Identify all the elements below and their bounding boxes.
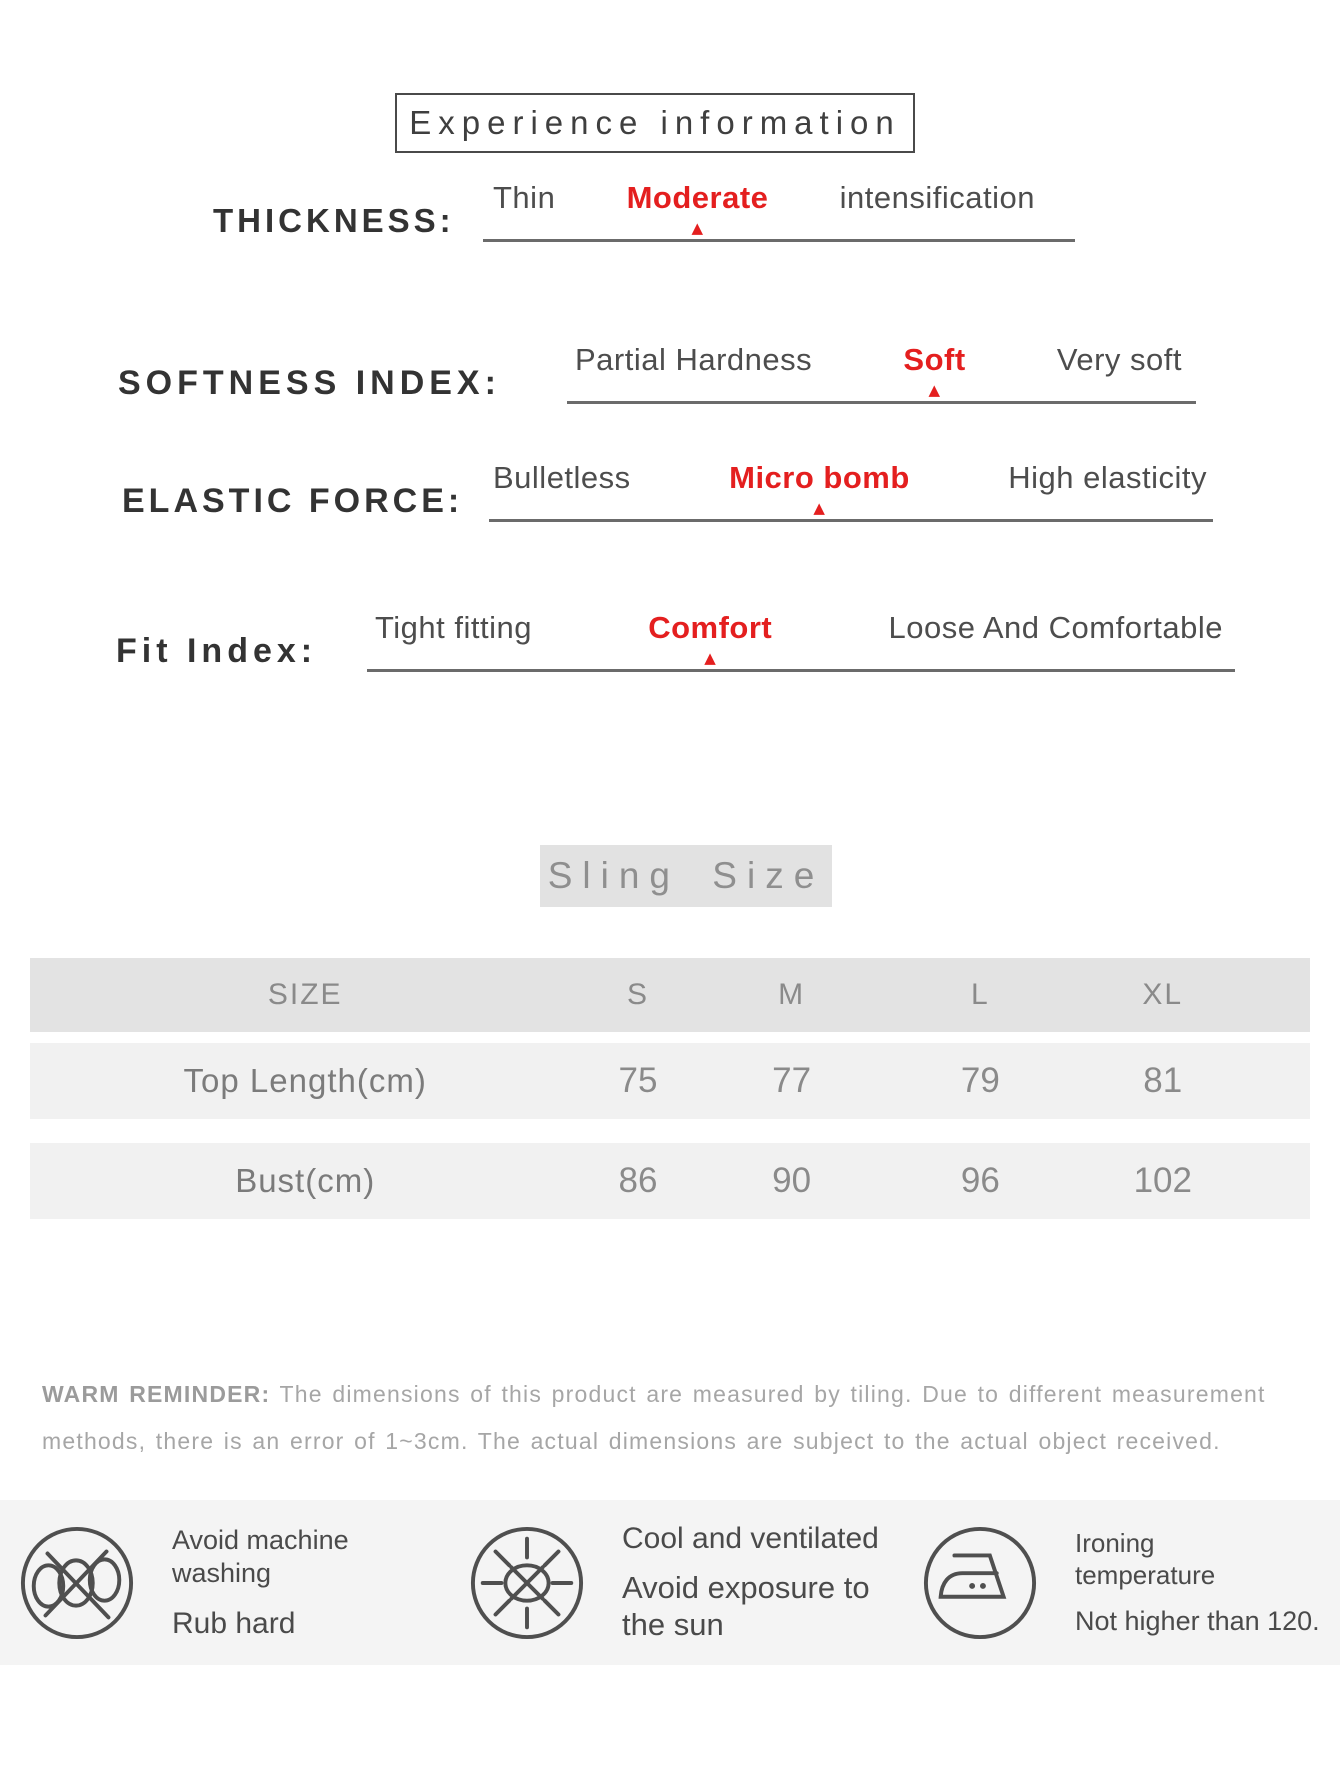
value-xl: 81: [1143, 1061, 1183, 1100]
elastic-label: ELASTIC FORCE:: [122, 482, 464, 520]
value-l: 79: [960, 1061, 1000, 1100]
care-item-ironing: [921, 1500, 1340, 1665]
size-table: [30, 958, 1310, 1243]
option-partial-hardness: Partial Hardness: [575, 342, 813, 377]
option-thin: Thin: [493, 180, 556, 215]
col-s: S: [626, 978, 649, 1011]
value-xl: 102: [1133, 1161, 1192, 1200]
warm-reminder: [42, 1371, 1300, 1465]
iron-icon: [921, 1524, 1039, 1642]
selected-marker-icon: ▲: [813, 499, 826, 517]
value-m: 77: [772, 1061, 812, 1100]
col-xl: XL: [1142, 978, 1184, 1011]
option-comfort-selected: Comfort ▲: [648, 610, 773, 667]
value-l: 96: [960, 1161, 1000, 1200]
col-size: SIZE: [267, 978, 343, 1011]
option-intensification: intensification: [839, 180, 1035, 215]
row-label: Bust(cm): [235, 1162, 376, 1199]
fit-index-scale: [367, 610, 1235, 672]
care-text-line2: Rub hard: [172, 1606, 296, 1640]
option-high-elasticity: High elasticity: [1008, 460, 1207, 495]
option-bulletless: Bulletless: [493, 460, 631, 495]
selected-marker-icon: ▲: [928, 381, 941, 399]
no-sun-icon: [468, 1524, 586, 1642]
option-soft-selected: Soft ▲: [903, 342, 966, 399]
softness-label: SOFTNESS INDEX:: [118, 364, 501, 402]
selected-marker-icon: ▲: [704, 649, 717, 667]
size-table-header-row: [30, 958, 1310, 1032]
option-loose-comfortable: Loose And Comfortable: [888, 610, 1223, 645]
value-s: 86: [618, 1161, 658, 1200]
elastic-scale: [489, 460, 1213, 522]
care-text-line1: Cool and ventilated: [622, 1522, 879, 1555]
option-moderate-selected: Moderate ▲: [626, 180, 769, 237]
fit-index-label: Fit Index:: [116, 632, 318, 670]
option-very-soft: Very soft: [1056, 342, 1182, 377]
care-text-line2: Avoid exposure to the sun: [622, 1570, 870, 1642]
page-title: Experience information: [395, 93, 915, 153]
softness-scale: [567, 342, 1196, 404]
thickness-scale: [483, 180, 1075, 242]
table-row-bust: [30, 1143, 1310, 1219]
care-text-line2: Not higher than 120.: [1075, 1605, 1320, 1636]
value-s: 75: [618, 1061, 658, 1100]
thickness-label: THICKNESS:: [213, 202, 455, 239]
no-wring-icon: [18, 1524, 136, 1642]
care-text-line1: Ironing temperature: [1075, 1527, 1216, 1590]
table-row-top-length: [30, 1043, 1310, 1119]
row-label: Top Length(cm): [183, 1062, 427, 1099]
care-item-washing: [18, 1500, 427, 1665]
size-section-title: Sling Size: [540, 845, 832, 907]
value-m: 90: [772, 1161, 812, 1200]
warm-reminder-text: The dimensions of this product are measured by tiling. Due to different measurement methods, there is an error of 1~3cm. The actual dimensions are subject to the actual object received.: [42, 1381, 1266, 1454]
col-m: M: [778, 978, 806, 1011]
col-l: L: [971, 978, 990, 1011]
warm-reminder-prefix: WARM REMINDER:: [42, 1381, 271, 1407]
care-item-sun: [468, 1500, 884, 1665]
option-tight-fitting: Tight fitting: [375, 610, 532, 645]
care-text-line1: Avoid machine washing: [172, 1524, 349, 1588]
care-instructions-strip: [0, 1500, 1340, 1665]
selected-marker-icon: ▲: [691, 219, 704, 237]
option-micro-bomb-selected: Micro bomb ▲: [729, 460, 910, 517]
